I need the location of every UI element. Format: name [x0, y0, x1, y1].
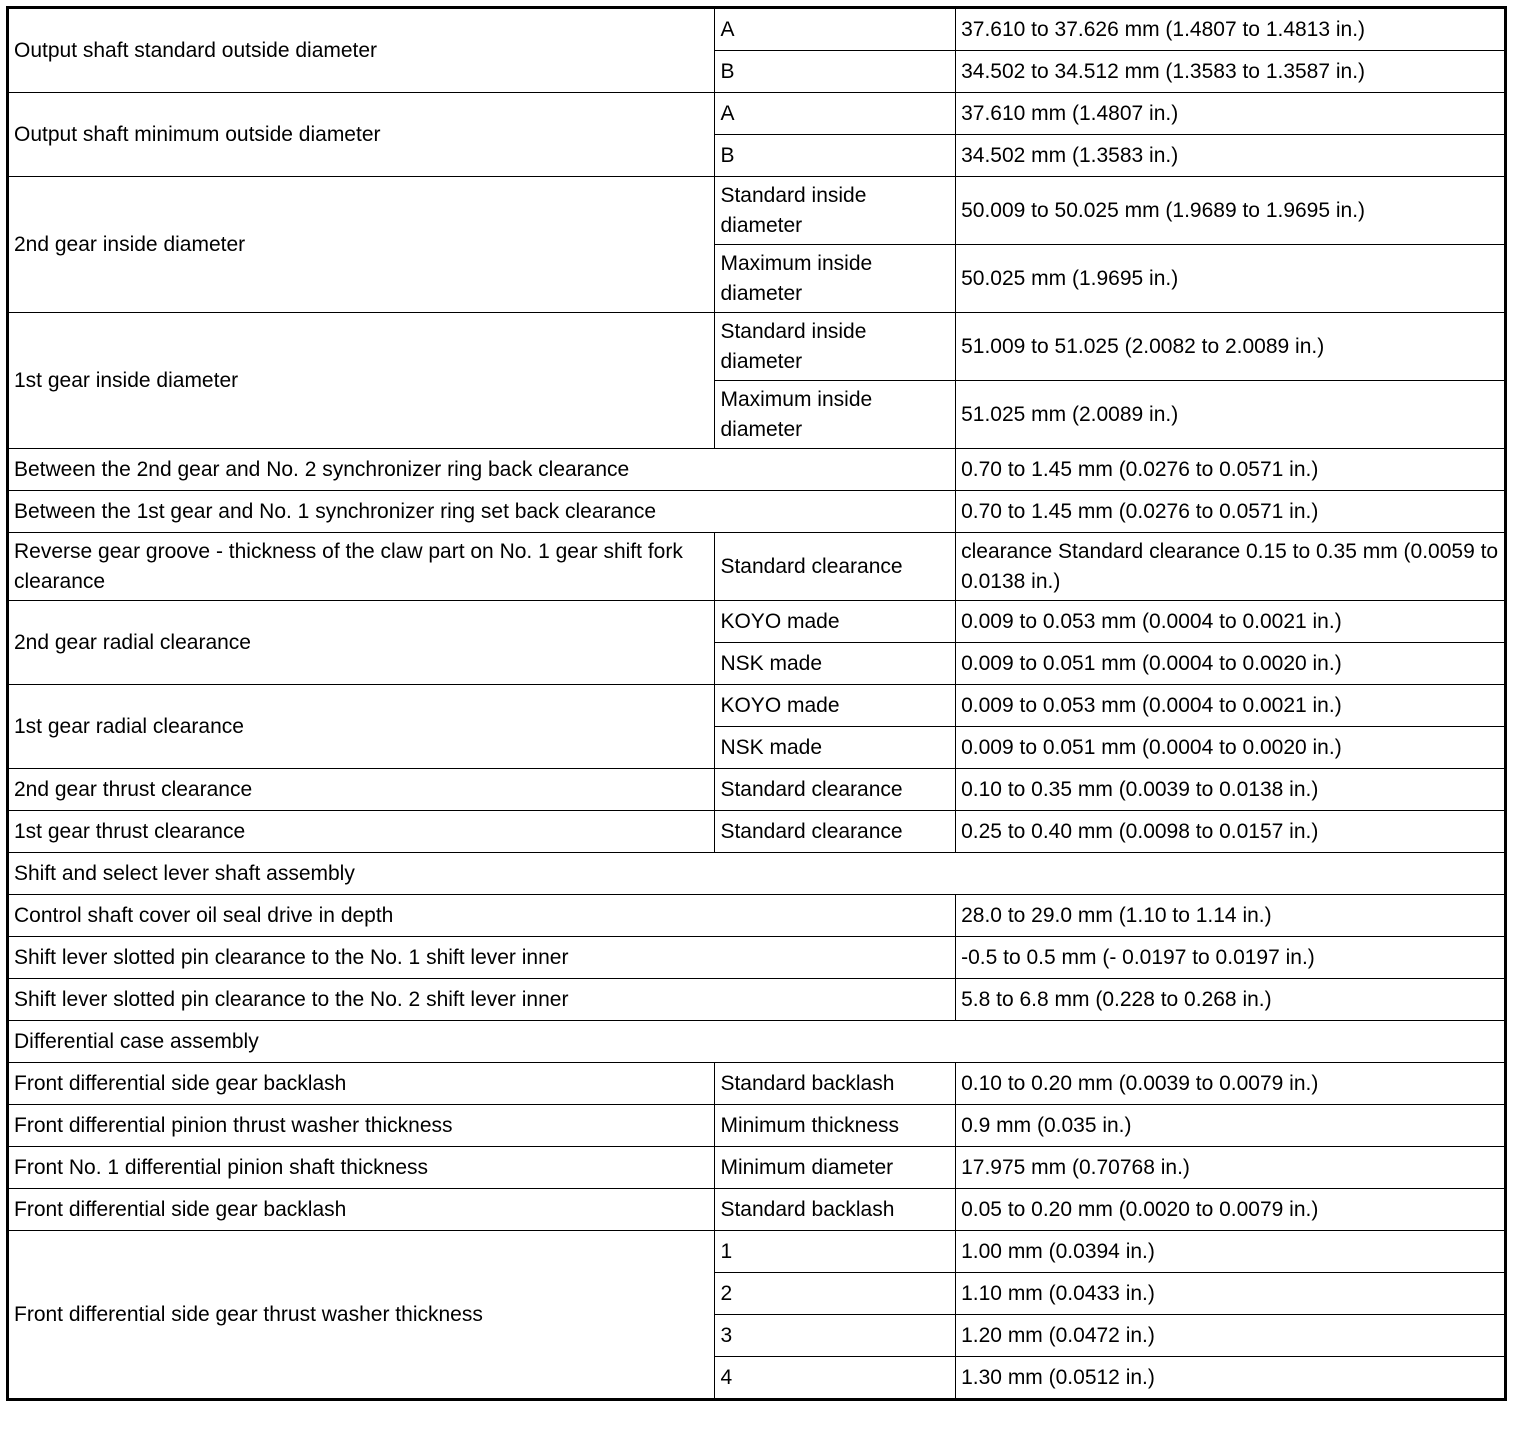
value-cell: clearance Standard clearance 0.15 to 0.35 mm (0.0059 to 0.0138 in.) [956, 533, 1506, 601]
sub-cell: Standard clearance [715, 769, 956, 811]
item-cell: 2nd gear inside diameter [8, 177, 715, 313]
value-cell: 1.30 mm (0.0512 in.) [956, 1357, 1506, 1400]
item-cell: Shift lever slotted pin clearance to the No. 2 shift lever inner [8, 979, 956, 1021]
sub-cell: Standard backlash [715, 1063, 956, 1105]
item-cell: 1st gear inside diameter [8, 313, 715, 449]
value-cell: 0.05 to 0.20 mm (0.0020 to 0.0079 in.) [956, 1189, 1506, 1231]
item-cell: Front differential pinion thrust washer thickness [8, 1105, 715, 1147]
item-cell: Front differential side gear backlash [8, 1063, 715, 1105]
section-row [8, 853, 1506, 895]
table-row [8, 601, 1506, 643]
value-cell: 0.70 to 1.45 mm (0.0276 to 0.0571 in.) [956, 491, 1506, 533]
item-cell: Between the 1st gear and No. 1 synchronizer ring set back clearance [8, 491, 956, 533]
sub-cell: Standard inside diameter [715, 313, 956, 381]
sub-cell: KOYO made [715, 601, 956, 643]
item-cell: 1st gear thrust clearance [8, 811, 715, 853]
value-cell: 0.9 mm (0.035 in.) [956, 1105, 1506, 1147]
value-cell: 0.009 to 0.053 mm (0.0004 to 0.0021 in.) [956, 685, 1506, 727]
sub-cell: B [715, 51, 956, 93]
value-cell: 1.20 mm (0.0472 in.) [956, 1315, 1506, 1357]
item-cell: Front differential side gear backlash [8, 1189, 715, 1231]
value-cell: 34.502 mm (1.3583 in.) [956, 135, 1506, 177]
value-cell: 51.025 mm (2.0089 in.) [956, 381, 1506, 449]
item-cell: Control shaft cover oil seal drive in depth [8, 895, 956, 937]
sub-cell: Minimum thickness [715, 1105, 956, 1147]
sub-cell: NSK made [715, 727, 956, 769]
section-header: Differential case assembly [8, 1021, 1506, 1063]
table-row [8, 449, 1506, 491]
table-row [8, 895, 1506, 937]
value-cell: 1.10 mm (0.0433 in.) [956, 1273, 1506, 1315]
section-header: Shift and select lever shaft assembly [8, 853, 1506, 895]
value-cell: 0.009 to 0.051 mm (0.0004 to 0.0020 in.) [956, 727, 1506, 769]
value-cell: 51.009 to 51.025 (2.0082 to 2.0089 in.) [956, 313, 1506, 381]
table-row [8, 8, 1506, 51]
sub-cell: Standard clearance [715, 533, 956, 601]
item-cell: 1st gear radial clearance [8, 685, 715, 769]
value-cell: 0.70 to 1.45 mm (0.0276 to 0.0571 in.) [956, 449, 1506, 491]
value-cell: 0.009 to 0.051 mm (0.0004 to 0.0020 in.) [956, 643, 1506, 685]
table-row [8, 979, 1506, 1021]
item-cell: Output shaft standard outside diameter [8, 8, 715, 93]
table-row [8, 313, 1506, 381]
sub-cell: A [715, 8, 956, 51]
sub-cell: Maximum inside diameter [715, 245, 956, 313]
value-cell: 1.00 mm (0.0394 in.) [956, 1231, 1506, 1273]
sub-cell: Standard backlash [715, 1189, 956, 1231]
value-cell: 50.025 mm (1.9695 in.) [956, 245, 1506, 313]
sub-cell: 2 [715, 1273, 956, 1315]
item-cell: Between the 2nd gear and No. 2 synchronizer ring back clearance [8, 449, 956, 491]
spec-table [6, 6, 1507, 1401]
sub-cell: 1 [715, 1231, 956, 1273]
item-cell: Front differential side gear thrust washer thickness [8, 1231, 715, 1400]
table-row [8, 685, 1506, 727]
value-cell: 28.0 to 29.0 mm (1.10 to 1.14 in.) [956, 895, 1506, 937]
item-cell: Reverse gear groove - thickness of the claw part on No. 1 gear shift fork clearance [8, 533, 715, 601]
value-cell: 37.610 to 37.626 mm (1.4807 to 1.4813 in.) [956, 8, 1506, 51]
value-cell: 0.10 to 0.35 mm (0.0039 to 0.0138 in.) [956, 769, 1506, 811]
table-row [8, 93, 1506, 135]
sub-cell: KOYO made [715, 685, 956, 727]
table-row [8, 1105, 1506, 1147]
sub-cell: Maximum inside diameter [715, 381, 956, 449]
item-cell: 2nd gear thrust clearance [8, 769, 715, 811]
value-cell: 37.610 mm (1.4807 in.) [956, 93, 1506, 135]
sub-cell: Standard inside diameter [715, 177, 956, 245]
table-row [8, 1063, 1506, 1105]
table-row [8, 1231, 1506, 1273]
table-row [8, 811, 1506, 853]
table-row [8, 533, 1506, 601]
section-row [8, 1021, 1506, 1063]
item-cell: 2nd gear radial clearance [8, 601, 715, 685]
sub-cell: 3 [715, 1315, 956, 1357]
table-row [8, 491, 1506, 533]
item-cell: Front No. 1 differential pinion shaft thickness [8, 1147, 715, 1189]
value-cell: 17.975 mm (0.70768 in.) [956, 1147, 1506, 1189]
value-cell: 0.10 to 0.20 mm (0.0039 to 0.0079 in.) [956, 1063, 1506, 1105]
table-row [8, 769, 1506, 811]
sub-cell: Minimum diameter [715, 1147, 956, 1189]
sub-cell: 4 [715, 1357, 956, 1400]
table-row [8, 1147, 1506, 1189]
value-cell: 5.8 to 6.8 mm (0.228 to 0.268 in.) [956, 979, 1506, 1021]
sub-cell: NSK made [715, 643, 956, 685]
sub-cell: A [715, 93, 956, 135]
table-row [8, 1189, 1506, 1231]
value-cell: 0.25 to 0.40 mm (0.0098 to 0.0157 in.) [956, 811, 1506, 853]
value-cell: 0.009 to 0.053 mm (0.0004 to 0.0021 in.) [956, 601, 1506, 643]
item-cell: Output shaft minimum outside diameter [8, 93, 715, 177]
item-cell: Shift lever slotted pin clearance to the No. 1 shift lever inner [8, 937, 956, 979]
value-cell: -0.5 to 0.5 mm (- 0.0197 to 0.0197 in.) [956, 937, 1506, 979]
sub-cell: B [715, 135, 956, 177]
value-cell: 50.009 to 50.025 mm (1.9689 to 1.9695 in.) [956, 177, 1506, 245]
table-row [8, 177, 1506, 245]
table-row [8, 937, 1506, 979]
value-cell: 34.502 to 34.512 mm (1.3583 to 1.3587 in.) [956, 51, 1506, 93]
sub-cell: Standard clearance [715, 811, 956, 853]
